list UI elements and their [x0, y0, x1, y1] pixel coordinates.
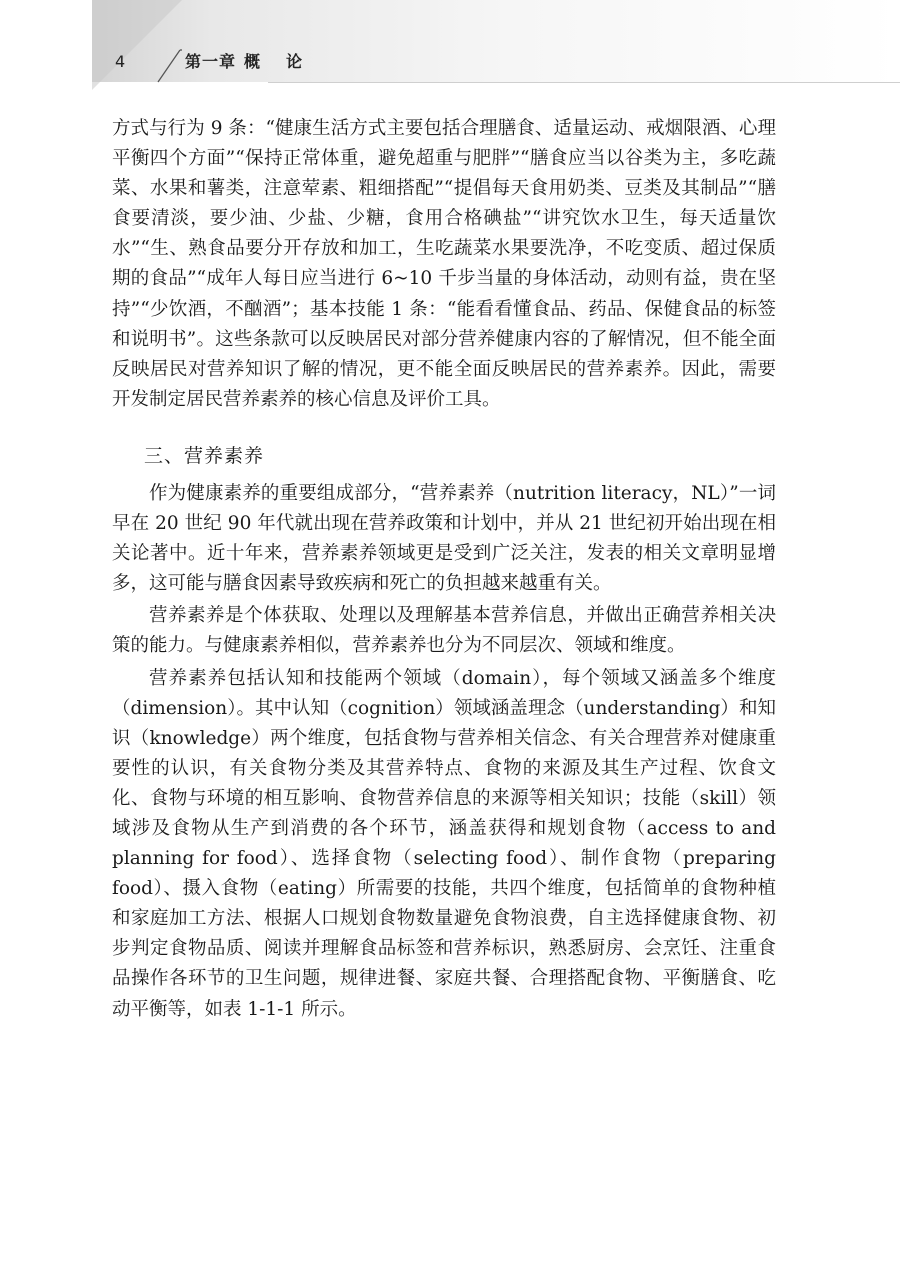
body-paragraph-2: 作为健康素养的重要组成部分，“营养素养（nutrition literacy，NL）”一词早在 20 世纪 90 年代就出现在营养政策和计划中，并从 21 世纪初开始出现在相关论著中。近十年来，营养素养领域更是受到广泛关注，发表的相关文章明显增多，这可能与膳食因素导致疾病和死亡的负担越来越重有关。	[112, 482, 776, 595]
chapter-label: 第一章	[185, 52, 237, 71]
chapter-name: 概论	[244, 52, 329, 71]
body-paragraph-1: 方式与行为 9 条：“健康生活方式主要包括合理膳食、适量运动、戒烟限酒、心理平衡四个方面”“保持正常体重，避免超重与肥胖”“膳食应当以谷类为主，多吃蔬菜、水果和薯类，注意荤素、粗细搭配”“提倡每天食用奶类、豆类及其制品”“膳食要清淡，要少油、少盐、少糖，食用合格碘盐”“讲究饮水卫生，每天适量饮水”“生、熟食品要分开存放和加工，生吃蔬菜水果要洗净，不吃变质、超过保质期的食品”“成年人每日应当进行 6~10 千步当量的身体活动，动则有益，贵在坚持”“少饮酒，不酗酒”；基本技能 1 条：“能看看懂食品、药品、保健食品的标签和说明书”。这些条款可以反映居民对部分营养健康内容的了解情况，但不能全面反映居民对营养知识了解的情况，更不能全面反映居民的营养素养。因此，需要开发制定居民营养素养的核心信息及评价工具。	[112, 118, 776, 410]
header-slash-decoration	[92, 0, 212, 90]
body-paragraph-4: 营养素养包括认知和技能两个领域（domain），每个领域又涵盖多个维度（dimension）。其中认知（cognition）领域涵盖理念（understanding）和知识（knowledge）两个维度，包括食物与营养相关信念、有关合理营养对健康重要性的认识，有关食物分类及其营养特点、食物的来源及其生产过程、饮食文化、食物与环境的相互影响、食物营养信息的来源等相关知识；技能（skill）领域涉及食物从生产到消费的各个环节，涵盖获得和规划食物（access to and planning for food）、选择食物（selecting food）、制作食物（preparing food）、摄入食物（eating）所需要的技能，共四个维度，包括简单的食物种植和家庭加工方法、根据人口规划食物数量避免食物浪费，自主选择健康食物、初步判定食物品质、阅读并理解食品标签和营养标识，熟悉厨房、会烹饪、注重食品操作各环节的卫生问题，规律进餐、家庭共餐、合理搭配食物、平衡膳食、吃动平衡等，如表 1-1-1 所示。	[112, 667, 776, 1020]
body-paragraph-3: 营养素养是个体获取、处理以及理解基本营养信息，并做出正确营养相关决策的能力。与健康素养相似，营养素养也分为不同层次、领域和维度。	[112, 605, 776, 657]
page-body	[112, 114, 776, 1025]
running-header	[92, 0, 900, 90]
page-number: 4	[115, 52, 126, 71]
header-rule	[268, 82, 900, 83]
section-heading: 三、营养素养	[144, 444, 265, 467]
